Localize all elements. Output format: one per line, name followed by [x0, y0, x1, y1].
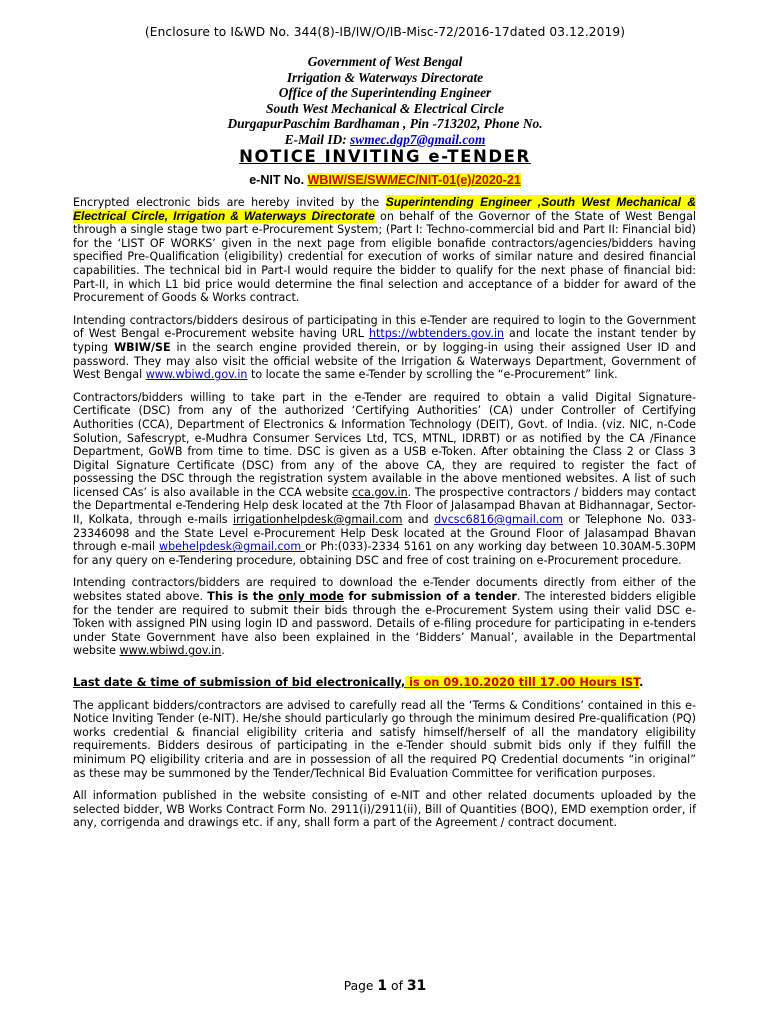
text-run: in the search engine provided therein, or by logging-in using their assigned User ID and password. They may also visit the official website of the Irrigation & Waterways Department, Government of West Bengal	[73, 340, 696, 382]
nit-number-part: MEC	[387, 173, 416, 187]
only-mode-text: only mode	[278, 590, 344, 604]
text-run: Intending contractors/bidders desirous of participating in this e-Tender are required to login to the Government of West Bengal e-Procurement website having URL	[73, 313, 696, 341]
text-run: and	[402, 513, 435, 527]
nit-number	[308, 173, 521, 187]
text-run: .	[221, 644, 225, 658]
page-number: 1	[377, 978, 388, 994]
enclosure-reference: (Enclosure to I&WD No. 344(8)-IB/IW/O/IB-Misc-72/2016-17dated 03.12.2019)	[144, 25, 626, 39]
last-date-label: Last date & time of submission of bid electronically,	[73, 676, 406, 689]
paragraph-advice: The applicant bidders/contractors are advised to carefully read all the ‘Terms & Conditions’ contained in this e-Notice Inviting Tender (e-NIT). He/she should particularly go through the minimum desired Pre-qualification (PQ) works credential & financial eligibility criteria and satisfy himself/herself of all the mandatory eligibility requirements. Bidders desirous of participating in the e-Tender should submit bids only if they fulfill the minimum PQ eligibility criteria and are in possession of all the required PQ Credential documents “in original” as these may be summoned by the Tender/Technical Bid Evaluation Committee for verification purposes.	[73, 698, 696, 780]
paragraph-download	[73, 576, 696, 658]
nit-label: e-NIT No.	[249, 173, 308, 187]
text-run: . The prospective contractors / bidders may contact the Departmental e-Tendering Help desk located at the 7th Floor of Jalasampad Bhavan at Bidhannagar, Sector-II, Kolkata, through e-mails	[73, 485, 696, 527]
search-keyword: WBIW/SE	[113, 340, 171, 354]
text-run: Intending contractors/bidders are required to download the e-Tender documents directly from either of the websites stated above.	[73, 576, 696, 604]
cca-link[interactable]: cca.gov.in	[351, 485, 408, 499]
paragraph-dsc	[73, 391, 696, 568]
page-label: Page	[343, 979, 378, 993]
last-date-line	[73, 676, 696, 690]
letterhead-address: DurgapurPaschim Bardhaman , Pin -713202, Phone No.	[227, 116, 543, 132]
highlighted-authority: Superintending Engineer ,South West Mechanical & Electrical Circle, Irrigation & Waterways Directorate	[73, 195, 696, 223]
text-run: . The interested bidders eligible for the tender are required to submit their bids through the e-Procurement System using their valid DSC e-Token with assigned PIN using login ID and password. Details of e-filing procedure for participating in e-tenders under State Government have also been explained in the ‘Bidders’ Manual’, available in the Departmental website	[73, 590, 696, 658]
nit-number-line	[0, 173, 770, 187]
text-run: This is the	[207, 590, 279, 604]
text-run: to locate the same e-Tender by scrolling the “e-Procurement” link.	[247, 368, 618, 382]
paragraph-login	[73, 314, 696, 382]
text-run: and locate the instant tender by typing	[73, 327, 696, 354]
dvcsc-email[interactable]: dvcsc6816@gmail.com	[434, 513, 564, 527]
text-run: Contractors/bidders willing to take part in the e-Tender are required to obtain a valid Digital Signature-Certificate (DSC) from any of the authorized ‘Certifying Authorities’ (CA) under Controller of Certifying Authorities (CCA), Department of Electronics & Information Technology (DEIT), Govt. of India. (viz. NIC, n-Code Solution, Safescrypt, e-Mudhra Consumer Services Ltd, TCS, MTNL, IDRBT) or as notified by the CA /Finance Department, GoWB from time to time. DSC is given as a USB e-Token. After obtaining the Class 2 or Class 3 Digital Signature Certificate (DSC) from any of the above CA, they are required to register the fact of possessing the DSC through the registration system available in the above mentioned websites. A list of such licensed CAs’ is also available in the CCA website	[73, 390, 696, 499]
notice-title	[0, 147, 770, 166]
text-run: Encrypted electronic bids are hereby invited by the	[73, 196, 386, 209]
letterhead	[0, 54, 770, 148]
page-total: 31	[406, 978, 427, 994]
irrigation-helpdesk-email[interactable]: irrigationhelpdesk@gmail.com	[233, 513, 403, 527]
paragraph-invitation	[73, 196, 696, 305]
text-run: or Ph:(033)-2334 5161 on any working day between 10.30AM-5.30PM for any query on e-Tendering procedure, obtaining DSC and free of cost training on e-Procurement procedure.	[73, 540, 696, 567]
wbiwd-link-2[interactable]: www.wbiwd.gov.in	[119, 644, 222, 658]
letterhead-government: Government of West Bengal	[307, 54, 463, 69]
letterhead-circle: South West Mechanical & Electrical Circle	[266, 100, 504, 116]
text-run: on behalf of the Governor of the State of West Bengal through a single stage two part e-Procurement System; (Part I: Techno-commercial bid and Part II: Financial bid) for the ‘LIST OF WORKS’ given in the next page from eligible bonafide contractors/agencies/bidders having specified Pre-Qualification (eligibility) credential for execution of works of similar nature and desired financial capabilities. The technical bid in Part-I would require the bidder to qualify for the next phase of financial bid: Part-II, in which L1 bid price would determine the final selection and acceptance of a bidder for award of the Procurement of Goods & Works contract.	[73, 209, 696, 305]
text-run: for submission of a tender	[343, 590, 517, 604]
email-label: E-Mail ID:	[284, 131, 351, 147]
last-date-value: is on 09.10.2020 till 17.00 Hours IST	[405, 676, 640, 689]
notice-body	[73, 196, 696, 839]
wbtenders-link[interactable]: https://wbtenders.gov.in	[368, 327, 504, 341]
letterhead-email-line	[0, 132, 770, 148]
wbehelpdesk-email[interactable]: wbehelpdesk@gmail.com	[159, 540, 306, 554]
text-run: .	[639, 676, 644, 689]
wbiwd-link[interactable]: www.wbiwd.gov.in	[145, 368, 248, 382]
page-footer	[0, 978, 770, 994]
text-run: or Telephone No. 033-23346098 and the State Level e-Procurement Help Desk located at the Ground Floor of Jalasampad Bhavan through e-mail	[73, 513, 697, 554]
notice-title-text: NOTICE INVITING e-TENDER	[239, 147, 531, 166]
letterhead-directorate: Irrigation & Waterways Directorate	[286, 69, 484, 85]
paragraph-information: All information published in the website consisting of e-NIT and other related documents uploaded by the selected bidder, WB Works Contract Form No. 2911(i)/2911(ii), Bill of Quantities (BOQ), EMD exemption order, if any, corrigenda and drawings etc. if any, shall form a part of the Agreement / contract document.	[73, 789, 696, 830]
of-label: of	[387, 979, 407, 993]
email-link[interactable]: swmec.dgp7@gmail.com	[350, 131, 486, 147]
letterhead-office: Office of the Superintending Engineer	[278, 85, 492, 101]
nit-number-part: /NIT-01(e)/2020-21	[415, 173, 521, 187]
nit-number-part: WBIW/SE/SW	[307, 173, 388, 187]
only-mode-statement	[207, 590, 517, 603]
